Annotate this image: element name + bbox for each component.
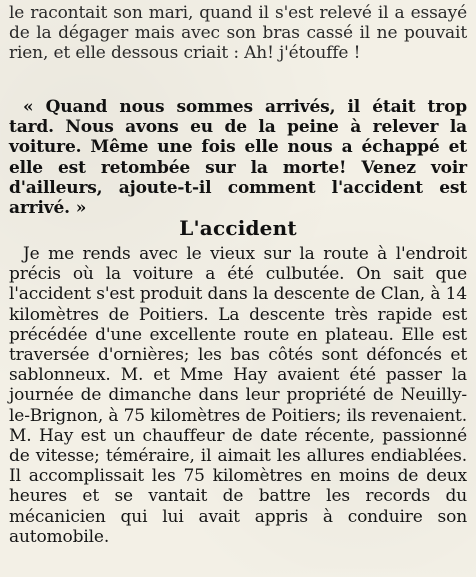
section-heading: L'accident [179,216,297,240]
page-bottom-edge [0,567,476,577]
article-body: Je me rends avec le vieux sur la route à l'endroit précis où la voiture a été culbutée. On sait que l'accident s'est produit dans la descente de Clan, à 14 kilomètres de Poitiers. La descente très rapide est précédée d'une excellente route en plateau. Elle est traversée d'ornières; les bas côtés sont défoncés et sablonneux. M. et Mme Hay avaient été passer la journée de dimanche dans leur propriété de Neuilly-le-Brignon, à 75 kilomètres de Poitiers; ils revenaient. M. Hay est un chauffeur de date récente, passionné de vitesse; téméraire, il aimait les allures endiablées. Il accomplissait les 75 kilomètres en moins de deux heures et se vantait de battre les records du mécanicien qui lui avait appris à conduire son automobile. [9,244,467,547]
article-quote: « Quand nous sommes arrivés, il était trop tard. Nous avons eu de la peine à relever la voiture. Même une fois elle nous a échappé et elle est retombée sur la morte! Venez voir d'ailleurs, ajoute-t-il comment l'accident est arrivé. » [9,97,467,219]
article-continuation: le racontait son mari, quand il s'est relevé il a essayé de la dégager mais avec son bras cassé il ne pouvait rien, et elle dessous criait : Ah! j'étouffe ! [9,3,467,64]
